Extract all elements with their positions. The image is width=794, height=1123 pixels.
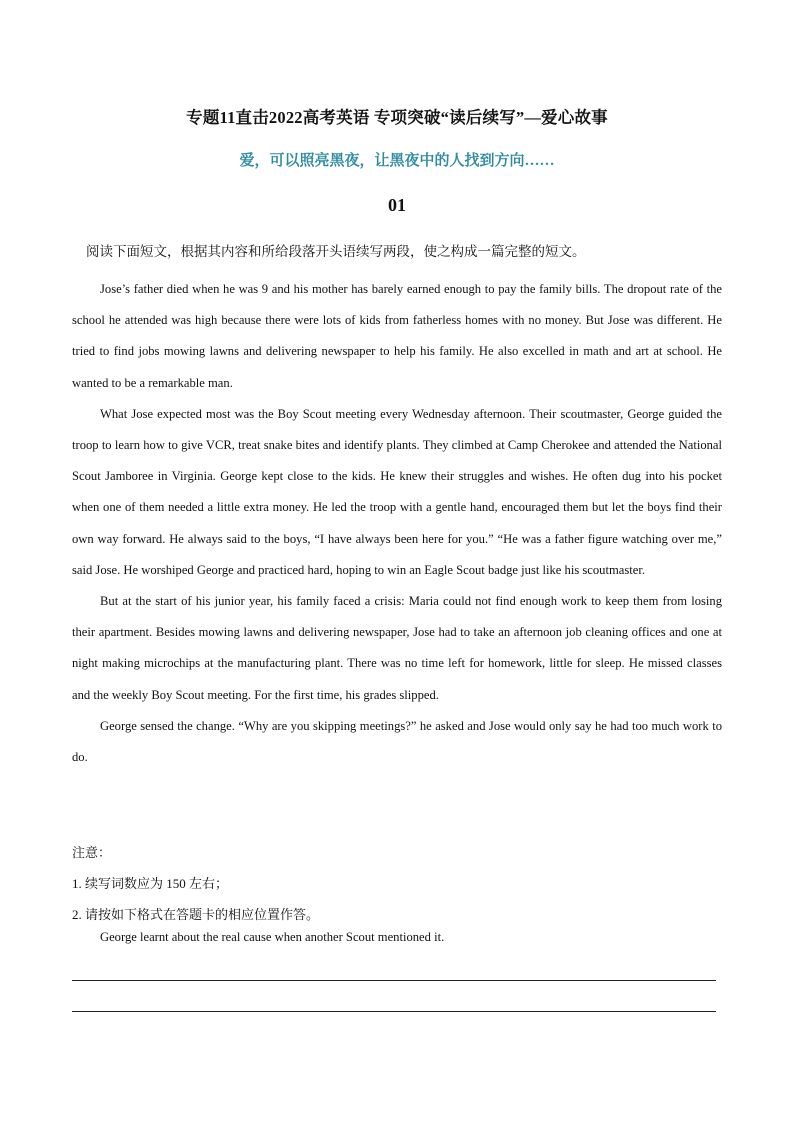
passage-paragraph-3: But at the start of his junior year, his family faced a crisis: Maria could not find enough work to keep them from losing their apartment. Besides mowing lawns and delivering newspaper, Jose had to take an afternoon job cleaning offices and one at night making microchips at the manufacturing plant. There was no time left for homework, little for sleep. He missed classes and the weekly Boy Scout meeting. For the first time, his grades slipped. <box>72 594 722 702</box>
document-title: 专题11直击2022高考英语 专项突破“读后续写”—爱心故事 <box>186 108 608 127</box>
passage-paragraph-2: What Jose expected most was the Boy Scout meeting every Wednesday afternoon. Their scoutmaster, George guided the troop to learn how to give VCR, treat snake bites and identify plants. They climbed at Camp Cherokee and attended the National Scout Jamboree in Virginia. George kept close to the kids. He knew their struggles and wishes. He often dug into his pocket when one of them needed a little extra money. He led the troop with a gentle hand, encouraged them but let the boys find their own way forward. He always said to the boys, “I have always been here for you.” “He was a father figure watching over me,” said Jose. He worshiped George and practiced hard, hoping to win an Eagle Scout badge just like his scoutmaster. <box>72 406 722 577</box>
reading-passage <box>72 274 722 773</box>
passage-paragraph-1: Jose’s father died when he was 9 and his mother has barely earned enough to pay the family bills. The dropout rate of the school he attended was high because there were lots of kids from fatherless homes with no money. But Jose was different. He tried to find jobs mowing lawns and delivering newspaper to help his family. He also excelled in math and art at school. He wanted to be a remarkable man. <box>72 282 722 390</box>
notes-section <box>72 837 722 930</box>
notes-heading: 注意： <box>72 845 112 860</box>
answer-line-2 <box>72 1011 716 1012</box>
note-item-1: 1. 续写词数应为 150 左右； <box>72 876 229 891</box>
section-number: 01 <box>388 195 406 215</box>
note-item-2: 2. 请按如下格式在答题卡的相应位置作答。 <box>72 907 320 922</box>
continuation-starter: George learnt about the real cause when another Scout mentioned it. <box>100 930 445 944</box>
passage-paragraph-4: George sensed the change. “Why are you skipping meetings?” he asked and Jose would only say he had too much work to do. <box>72 718 722 765</box>
document-subtitle: 爱，可以照亮黑夜，让黑夜中的人找到方向…… <box>239 153 555 169</box>
answer-line-1 <box>72 980 716 981</box>
task-instruction: 阅读下面短文，根据其内容和所给段落开头语续写两段，使之构成一篇完整的短文。 <box>86 244 586 259</box>
